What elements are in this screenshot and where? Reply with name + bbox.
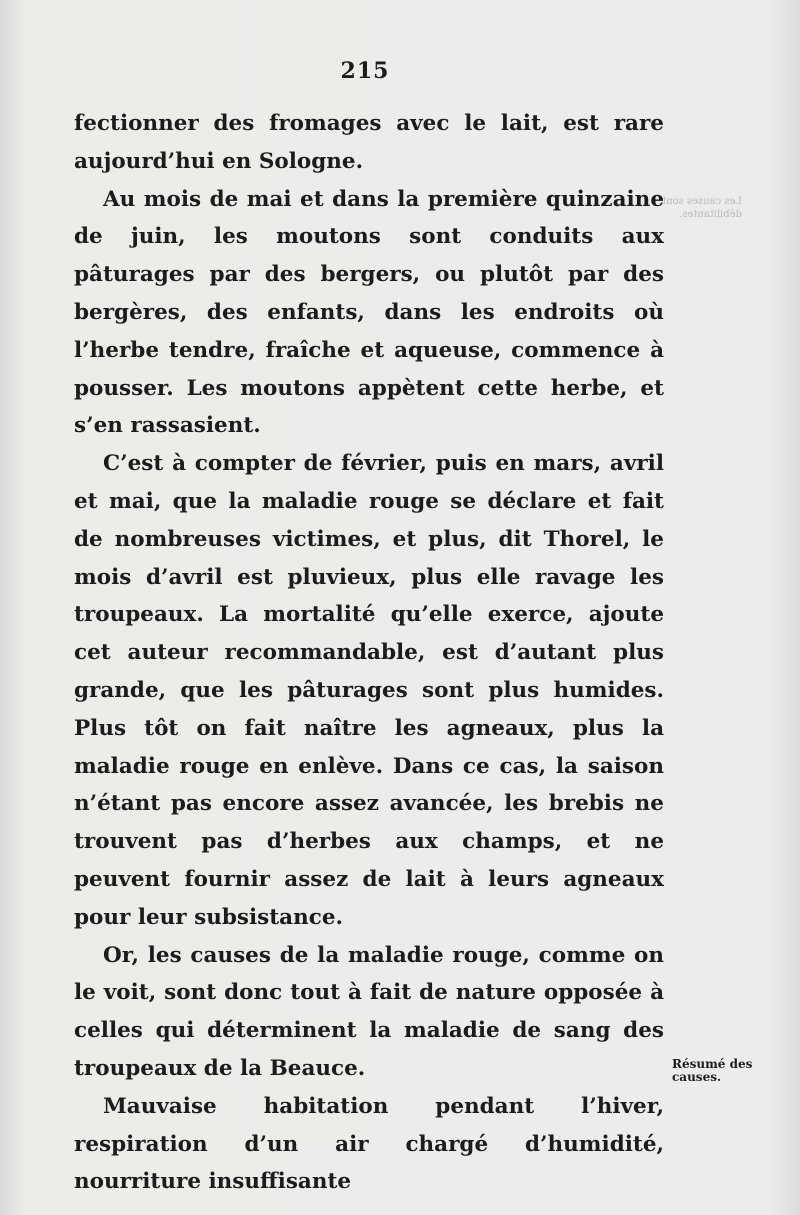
margin-note: [672, 1058, 790, 1084]
page-number: 215: [340, 58, 390, 84]
paragraph-pasture: Au mois de mai et dans la première quinzaine de juin, les moutons sont conduits aux pâturages par des bergers, ou plutôt par des bergères, des enfants, dans les endroits où l’herbe tendre, fraîche et aqueuse, commence à pousser. Les moutons appètent cette herbe, et s’en rassasient.: [74, 186, 664, 439]
bleed-through-text: Les causes sont débilitantes.: [662, 196, 742, 220]
paragraph-disease-season: C’est à compter de février, puis en mars, avril et mai, que la maladie rouge se déclare et fait de nombreuses victimes, et plus, dit Thorel, le mois d’avril est pluvieux, plus elle ravage les troupeaux. La mortalité qu’elle exerce, ajoute cet auteur recommandable, est d’autant plus grande, que les pâturages sont plus humides. Plus tôt on fait naître les agneaux, plus la maladie rouge en enlève. Dans ce cas, la saison n’étant pas encore assez avancée, les brebis ne trouvent pas d’herbes aux champs, et ne peuvent fournir assez de lait à leurs agneaux pour leur subsistance.: [74, 451, 664, 930]
paragraph-habitation: Mauvaise habitation pendant l’hiver, respiration d’un air chargé d’humidité, nourriture insuffisante: [74, 1093, 664, 1195]
margin-note-line-2: causes.: [672, 1070, 722, 1084]
paragraph-continued: fectionner des fromages avec le lait, est rare aujourd’hui en Sologne.: [74, 111, 664, 174]
paragraph-causes: Or, les causes de la maladie rouge, comme on le voit, sont donc tout à fait de nature opposée à celles qui déterminent la maladie de sang des troupeaux de la Beauce.: [74, 942, 664, 1081]
page-body: [74, 105, 664, 1201]
margin-note-line-1: Résumé des: [672, 1057, 753, 1071]
